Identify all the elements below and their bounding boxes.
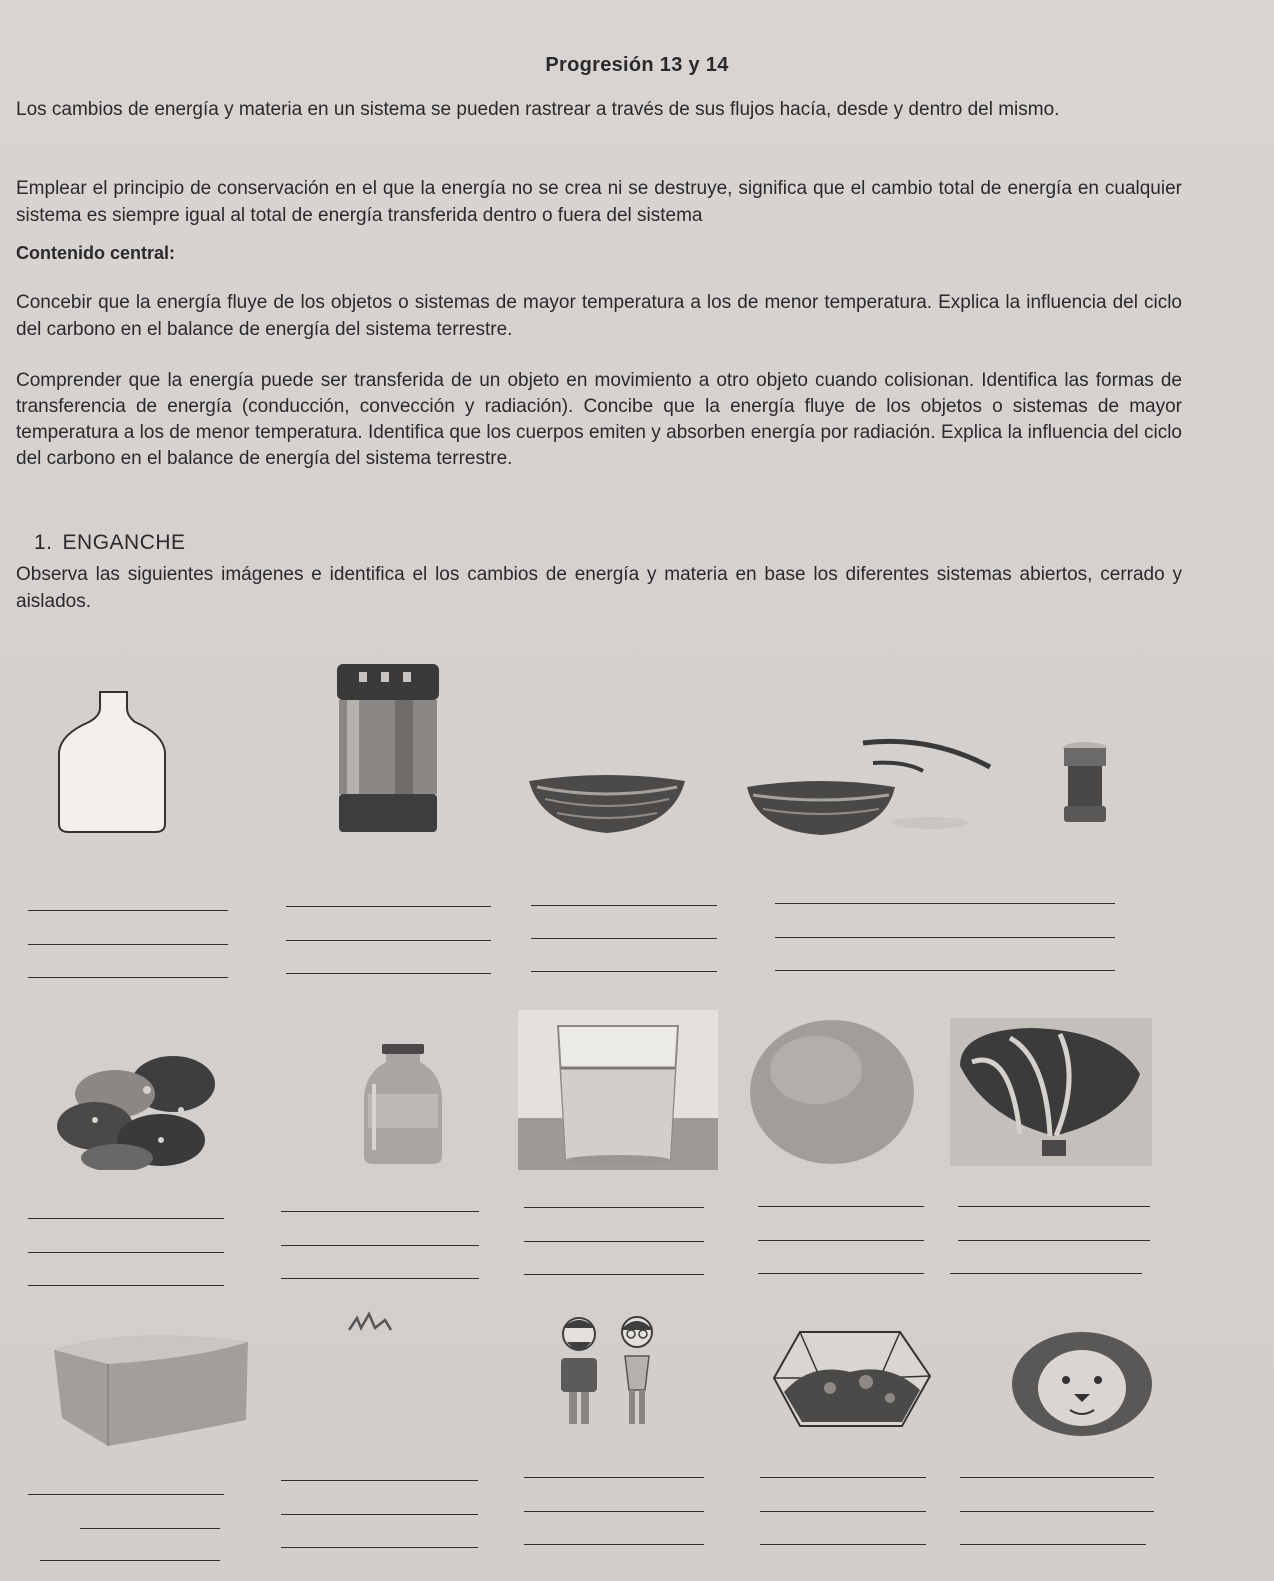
answer-line[interactable] (524, 1544, 704, 1545)
answer-line[interactable] (281, 1480, 478, 1481)
answer-line[interactable] (281, 1245, 479, 1246)
answer-line[interactable] (760, 1511, 926, 1512)
answer-line[interactable] (760, 1477, 926, 1478)
answer-line[interactable] (28, 1285, 224, 1286)
terrarium-icon (770, 1322, 934, 1432)
people-icon (555, 1312, 665, 1432)
ball-icon (748, 1018, 916, 1168)
section-instruction: Observa las siguientes imágenes e identifica el los cambios de energía y materia en base los diferentes sistemas abiertos, cerrado y aislados. (16, 564, 1182, 612)
answer-line[interactable] (281, 1547, 478, 1548)
central-paragraph-1: Concebir que la energía fluye de los objetos o sistemas de mayor temperatura a los de menor temperatura. Explica la influencia del ciclo del carbono en el balance de energía del sistema terrestre. (16, 292, 1182, 340)
answer-line[interactable] (775, 970, 1115, 971)
answer-line[interactable] (524, 1207, 704, 1208)
glass-of-water-icon (518, 1010, 718, 1170)
answer-line[interactable] (950, 1273, 1142, 1274)
answer-line[interactable] (286, 973, 491, 974)
bowl-icon (527, 773, 687, 837)
bowl-with-spoon-icon (745, 735, 995, 840)
answer-line[interactable] (28, 910, 228, 911)
central-paragraph-2: Comprender que la energía puede ser transferida de un objeto en movimiento a otro objeto cuando colisionan. Identifica las formas de transferencia de energía (conducción, convección y radiación). Concibe que la energía fluye de los objetos o sistemas de mayor temperatura a los de menor temperatura. Identifica que los cuerpos emiten y absorben energía por radiación. Explica la influencia del ciclo del carbono en el balance de energía del sistema terrestre. (16, 370, 1182, 469)
answer-line[interactable] (758, 1240, 924, 1241)
sausages-icon (55, 1050, 215, 1170)
answer-line[interactable] (775, 937, 1115, 938)
answer-line[interactable] (958, 1240, 1150, 1241)
answer-line[interactable] (524, 1274, 704, 1275)
ice-block-icon (48, 1322, 254, 1452)
answer-line[interactable] (531, 938, 717, 939)
answer-line[interactable] (28, 1252, 224, 1253)
intro-paragraph-2: Emplear el principio de conservación en el que la energía no se crea ni se destruye, significa que el cambio total de energía en cualquier sistema es siempre igual al total de energía transferida dentro o fuera del sistema (16, 178, 1182, 226)
answer-line[interactable] (531, 905, 717, 906)
answer-line[interactable] (758, 1273, 924, 1274)
answer-line[interactable] (960, 1544, 1146, 1545)
answer-line[interactable] (28, 944, 228, 945)
answer-line[interactable] (524, 1241, 704, 1242)
answer-line[interactable] (960, 1511, 1154, 1512)
answer-line[interactable] (40, 1560, 220, 1561)
thermos-icon (333, 660, 443, 838)
section-number: 1. (34, 531, 53, 554)
answer-line[interactable] (760, 1544, 926, 1545)
answer-line[interactable] (775, 903, 1115, 904)
answer-line[interactable] (286, 940, 491, 941)
bottle-outline-icon (55, 686, 170, 836)
answer-line[interactable] (524, 1477, 704, 1478)
small-plant-icon (345, 1310, 395, 1336)
lion-icon (1010, 1330, 1154, 1438)
intro-paragraph-1: Los cambios de energía y materia en un sistema se pueden rastrear a través de sus flujos hacía, desde y dentro del mismo. (16, 99, 1060, 120)
answer-line[interactable] (531, 971, 717, 972)
answer-line[interactable] (80, 1528, 220, 1529)
answer-line[interactable] (281, 1514, 478, 1515)
central-content-heading: Contenido central: (16, 243, 176, 263)
page-title: Progresión 13 y 14 (545, 54, 729, 76)
answer-line[interactable] (286, 906, 491, 907)
answer-line[interactable] (960, 1477, 1154, 1478)
answer-line[interactable] (28, 1218, 224, 1219)
salt-shaker-icon (1058, 740, 1113, 826)
answer-line[interactable] (281, 1278, 479, 1279)
section-title: ENGANCHE (62, 531, 186, 554)
answer-line[interactable] (758, 1206, 924, 1207)
answer-line[interactable] (28, 1494, 224, 1495)
jar-icon (360, 1040, 445, 1168)
hot-air-balloon-icon (950, 1018, 1152, 1166)
section-heading (34, 531, 186, 555)
answer-line[interactable] (958, 1206, 1150, 1207)
answer-line[interactable] (28, 977, 228, 978)
answer-line[interactable] (524, 1511, 704, 1512)
answer-line[interactable] (281, 1211, 479, 1212)
